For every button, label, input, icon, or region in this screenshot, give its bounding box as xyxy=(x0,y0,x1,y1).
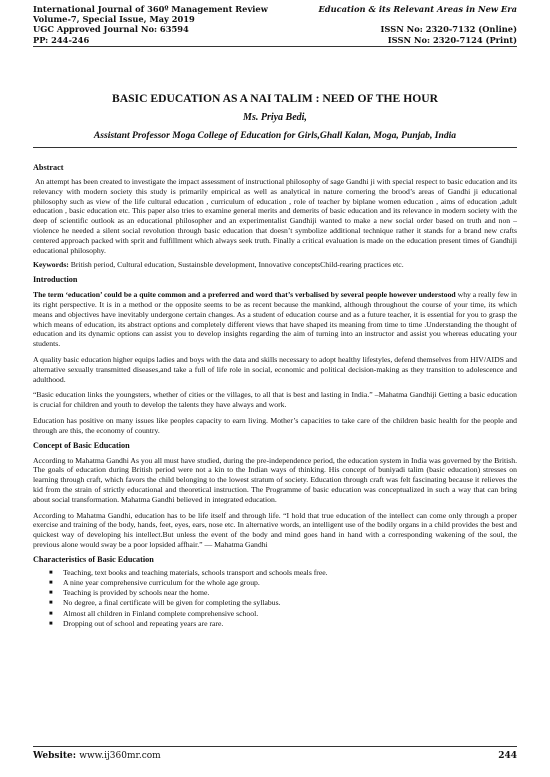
article-body xyxy=(33,163,517,629)
bullet-icon: ■ xyxy=(49,579,53,586)
concept-paragraph-2: According to Mahatma Gandhi, education has to be life itself and through life. “I hold that true education of the intellect can come only through a proper exercise and training of the body, hands, feet, eyes, ears, nose etc. In alternative words, an intelligent use of the bodily organs in a child provides the best and quickest way of developing his intellect.But unless the event of the body and mind goes hand in hand with a corresponding wakening of the soul, the previous alone would sway be a poor lopsided affhair.” — Mahatma Gandhi xyxy=(33,510,517,549)
bullet-icon: ■ xyxy=(49,569,53,576)
list-item: ■ Almost all children in Finland complete comprehensive school. xyxy=(49,608,259,618)
ugc-number: UGC Approved Journal No: 63594 xyxy=(33,24,189,35)
bullet-icon: ■ xyxy=(49,590,53,597)
intro-paragraph-4: Education has positive on many issues like peoples capacity to earn living. Mother’s capacities to take care of the children basic health for the people and through are this, the economy of country. xyxy=(33,415,517,435)
page-range: PP: 244-246 xyxy=(33,34,90,45)
bullet-icon: ■ xyxy=(49,600,53,607)
keywords xyxy=(33,260,517,270)
characteristics-heading: Characteristics of Basic Education xyxy=(33,554,154,564)
journal-header xyxy=(33,4,517,45)
concept-heading: Concept of Basic Education xyxy=(33,440,130,450)
introduction-heading: Introduction xyxy=(33,275,78,285)
keywords-label: Keywords: xyxy=(33,260,69,270)
article-title: BASIC EDUCATION AS A NAI TALIM : NEED OF THE HOUR xyxy=(112,92,438,105)
bullet-icon: ■ xyxy=(49,620,53,627)
abstract-heading: Abstract xyxy=(33,163,64,172)
footer-rule xyxy=(33,746,517,747)
title-rule xyxy=(33,147,517,148)
bullet-icon: ■ xyxy=(49,610,53,617)
issn-online: ISSN No: 2320-7132 (Online) xyxy=(380,24,517,35)
issn-print: ISSN No: 2320-7124 (Print) xyxy=(387,34,517,45)
journal-area: Education & its Relevant Areas in New Era xyxy=(318,4,517,14)
intro-paragraph-1: The term ‘education’ could be a quite common and a preferred and word that’s verbalised by several people however understood why a really few in its right perspective. It is in a method or the opposite seems to be as recent because the mankind, although throughout the course of your time, its which means and objectives have inevitably undergone certain changes. As a student of education course and as a future teacher, it is essential for you to grasp the which means of education, its abstract options and completely different views that have shaped its meaning from time to time .Understanding the thought of education and its dynamic options can assist you to develop insights regarding the aim of turning into an instructor and assist you whereas educating your students. xyxy=(33,290,518,349)
header-rule xyxy=(33,46,517,47)
list-item: ■ Teaching is provided by schools near the home. xyxy=(49,588,210,598)
article-affiliation: Assistant Professor Moga College of Education for Girls,Ghall Kalan, Moga, Punjab, India xyxy=(93,130,457,141)
list-item: ■ Dropping out of school and repeating years are rare. xyxy=(49,618,224,628)
website xyxy=(33,751,161,761)
page-number: 244 xyxy=(498,751,517,761)
website-link[interactable]: www.ij360mr.com xyxy=(79,751,161,761)
website-label: Website: xyxy=(33,751,77,761)
journal-name: International Journal of 360º Management Review xyxy=(33,4,268,14)
characteristics-list xyxy=(33,568,517,629)
list-item: ■ A nine year comprehensive curriculum for the whole age group. xyxy=(49,577,260,587)
journal-volume: Volume-7, Special Issue, May 2019 xyxy=(33,14,195,25)
keywords-text: British period, Cultural education, Sustainsble development, Innovative conceptsChild-rearing practices etc. xyxy=(70,260,404,270)
intro-paragraph-2: A quality basic education higher equips ladies and boys with the data and skills necessary to adopt healthy lifestyles, defend themselves from HIV/AIDS and alternative sexually transmitted diseases,and take a full of life role in social, economic and political decision-making as they transition to adolescence and adulthood. xyxy=(33,354,517,384)
concept-paragraph-1: According to Mahatma Gandhi As you all must have studied, during the pre-independence period, the education system in India was governed by the British. The goals of education during British period were not a kin to the Indian ways of thinking. His concept of buniyadi talim (basic education) stresses on learning through craft, which favors the child belonging to the lowest stratum of society. Education through craft was felt fascinating because it relieves the kid from the strain of strictly educational and theoretical instruction. The Programme of basic education was conceptualized in such a way that can bring about social transformation. Mahatma Gandhi believed in integrated education. xyxy=(33,455,517,504)
title-block xyxy=(33,92,517,142)
abstract-text: An attempt has been created to investigate the impact assessment of instructional philosophy of sage Gandhi ji with special respect to basic education and its relevancy with modern society this study is primarily empirical as well as analytical in nature cornering the brood’s areas of Gandhi ji educational philosophy such as view of the life cultural education , curriculum of education , role of teacher by biplane women education , aims of education ,adult education , basic education etc. This paper also tries to examine general merits and demerits of basic education and its relevance in modern society with the deep of scientific outlook as an educational philosopher and an experimentalist Gandhiji wanted to make a new social order based on truth and non – violence he needed a silent social revolution through basic education that doesn’t symbolize additional technique rather it stands for a brand new crafts centered approach packed with sprit and fulfillment which always seek truth. Finally a critical evaluation is made on the education present times of Gandhiji educational philosophy. xyxy=(33,177,518,255)
list-item: ■ Teaching, text books and teaching materials, schools transport and schools meals free. xyxy=(49,567,328,577)
page-footer xyxy=(33,751,517,761)
article-author: Ms. Priya Bedi, xyxy=(243,112,307,123)
intro-paragraph-3: “Basic education links the youngsters, whether of cities or the villages, to all that is best and lasting in India.” –Mahatma Gandhiji Getting a basic education is crucial for children and youth to develop the talents they have always and work. xyxy=(33,390,517,410)
list-item: ■ No degree, a final certificate will be given for completing the syllabus. xyxy=(49,598,281,608)
